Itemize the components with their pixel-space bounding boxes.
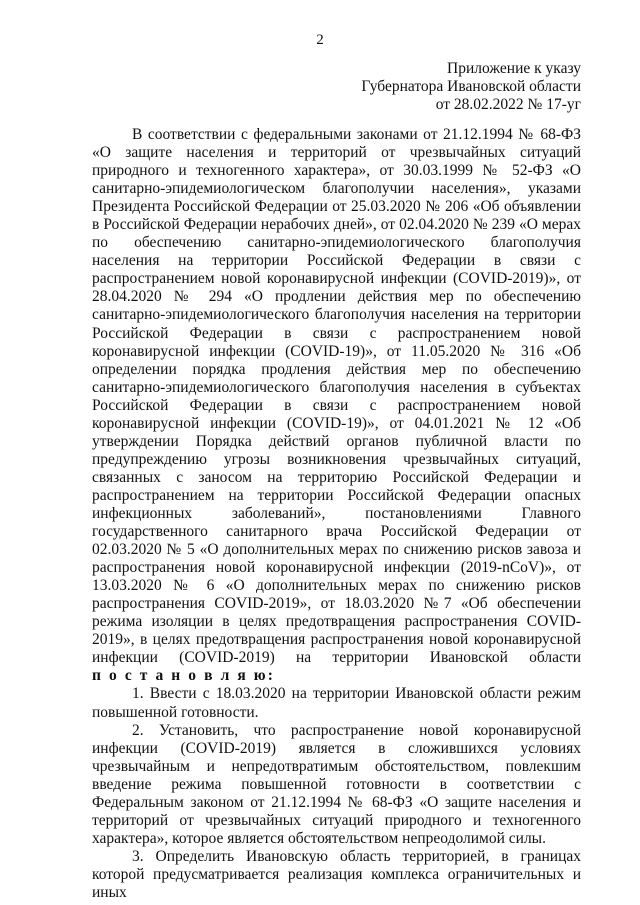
decree-word: п о с т а н о в л я ю: xyxy=(92,667,276,685)
appendix-header xyxy=(361,60,581,114)
decree-paragraph xyxy=(92,667,581,685)
preamble-text: В соответствии с федеральными законами от 21.12.1994 № 68-ФЗ «О защите населения и территорий от чрезвычайных ситуаций природного и техногенного характера», от 30.03.1999 № 52-ФЗ «О санитарно-эпидемиологическом благополучии населения», указами Президента Российской Федерации от 25.03.2020 № 206 «Об объявлении в Российской Федерации нерабочих дней», от 02.04.2020 № 239 «О мерах по обеспечению санитарно-эпидемиологического благополучия населения на территории Российской Федерации в связи с распространением новой коронавирусной инфекции (COVID-2019)», от 28.04.2020 № 294 «О продлении действия мер по обеспечению санитарно-эпидемиологического благополучия населения на территории Российской Федерации в связи с распространением новой коронавирусной инфекции (COVID-19)», от 11.05.2020 № 316 «Об определении порядка продления действия мер по обеспечению санитарно-эпидемиологического благополучия населения в субъектах Российской Федерации в связи с распространением новой коронавирусной инфекции (COVID-19)», от 04.01.2021 № 12 «Об утверждении Порядка действий органов публичной власти по предупреждению угрозы возникновения чрезвычайных ситуаций, связанных с заносом на территорию Российской Федерации и распространением на территории Российской Федерации опасных инфекционных заболеваний», постановлениями Главного государственного санитарного врача Российской Федерации от 02.03.2020 № 5 «О дополнительных мерах по снижению рисков завоза и распространения новой коронавирусной инфекции (2019-nCoV)», от 13.03.2020 № 6 «О дополнительных мерах по снижению рисков распространения COVID-2019», от 18.03.2020 №7 «Об обеспечении режима изоляции в целях предотвращения распространения COVID-2019», в целях предотвращения распространения новой коронавирусной инфекции (COVID-2019) на территории Ивановской области xyxy=(92,126,581,667)
appendix-line: Губернатора Ивановской области xyxy=(361,78,581,95)
document-body xyxy=(92,126,581,902)
list-item: 1. Ввести с 18.03.2020 на территории Ивановской области режим повышенной готовности. xyxy=(92,685,581,721)
appendix-date: от 28.02.2022 № 17-уг xyxy=(435,96,581,113)
list-item: 3. Определить Ивановскую область территорией, в границах которой предусматривается реализация комплекса ограничительных и иных xyxy=(92,847,581,901)
page-number: 2 xyxy=(316,32,324,48)
preamble-paragraph xyxy=(92,126,581,667)
list-item: 2. Установить, что распространение новой коронавирусной инфекции (COVID-2019) является в сложившихся условиях чрезвычайным и непредотвратимым обстоятельством, повлекшим введение режима повышенной готовности в соответствии с Федеральным законом от 21.12.1994 № 68-ФЗ «О защите населения и территорий от чрезвычайных ситуаций природного и техногенного характера», которое является обстоятельством непреодолимой силы. xyxy=(92,721,581,847)
appendix-line: Приложение к указу xyxy=(447,60,581,77)
